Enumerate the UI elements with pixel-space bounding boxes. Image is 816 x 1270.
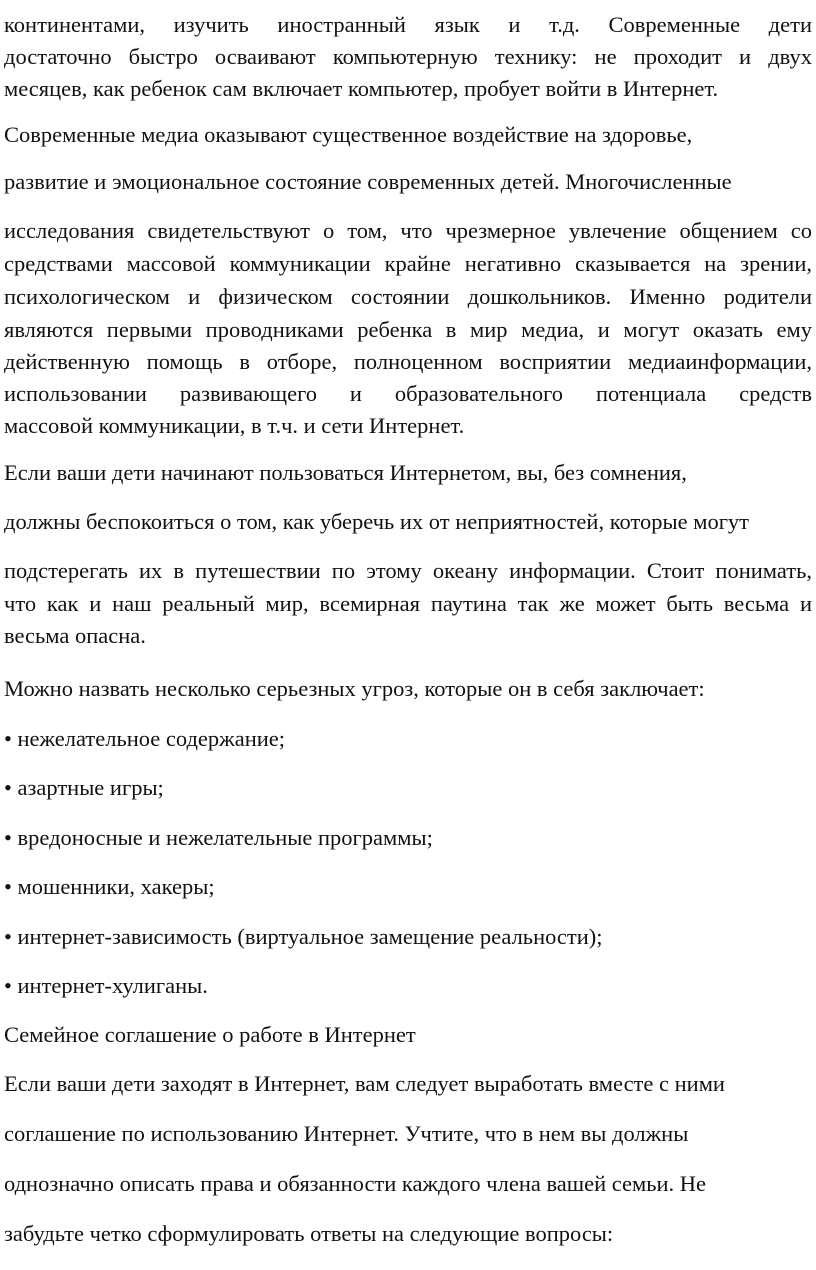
text-line-8: психологическом и физическом состоянии дошкольников. Именно родители	[4, 284, 812, 309]
text-line-18: Можно назвать несколько серьезных угроз, которые он в себя заключает:	[4, 676, 705, 701]
text-line-10: действенную помощь в отборе, полноценном восприятии медиаинформации,	[4, 349, 812, 374]
bullet-item-2: • азартные игры;	[4, 775, 164, 800]
bullet-item-3: • вредоносные и нежелательные программы;	[4, 825, 433, 850]
text-line-6: исследования свидетельствуют о том, что чрезмерное увлечение общением со	[4, 218, 812, 243]
text-line-9: являются первыми проводниками ребенка в мир медиа, и могут оказать ему	[4, 317, 812, 342]
text-line-16: что как и наш реальный мир, всемирная паутина так же может быть весьма и	[4, 591, 812, 616]
text-line-7: средствами массовой коммуникации крайне негативно сказывается на зрении,	[4, 251, 812, 276]
text-line-15: подстерегать их в путешествии по этому океану информации. Стоит понимать,	[4, 558, 812, 583]
text-line-17: весьма опасна.	[4, 623, 146, 648]
text-line-11: использовании развивающего и образовательного потенциала средств	[4, 381, 812, 406]
text-line-27: соглашение по использованию Интернет. Учтите, что в нем вы должны	[4, 1121, 689, 1146]
text-line-29: забудьте четко сформулировать ответы на следующие вопросы:	[4, 1221, 614, 1246]
text-line-1: континентами, изучить иностранный язык и т.д. Современные дети	[4, 12, 812, 37]
bullet-item-1: • нежелательное содержание;	[4, 726, 286, 751]
text-line-28: однозначно описать права и обязанности каждого члена вашей семьи. Не	[4, 1171, 707, 1196]
bullet-item-4: • мошенники, хакеры;	[4, 874, 215, 899]
bullet-item-6: • интернет-хулиганы.	[4, 973, 208, 998]
text-line-12: массовой коммуникации, в т.ч. и сети Интернет.	[4, 413, 465, 438]
text-line-3: месяцев, как ребенок сам включает компьютер, пробует войти в Интернет.	[4, 76, 719, 101]
text-line-14: должны беспокоиться о том, как уберечь их от неприятностей, которые могут	[4, 509, 750, 534]
text-line-4: Современные медиа оказывают существенное воздействие на здоровье,	[4, 122, 693, 147]
bullet-item-5: • интернет-зависимость (виртуальное замещение реальности);	[4, 924, 603, 949]
text-line-5: развитие и эмоциональное состояние современных детей. Многочисленные	[4, 169, 732, 194]
text-line-26: Если ваши дети заходят в Интернет, вам следует выработать вместе с ними	[4, 1071, 725, 1096]
section-heading: Семейное соглашение о работе в Интернет	[4, 1022, 416, 1047]
text-line-2: достаточно быстро осваивают компьютерную технику: не проходит и двух	[4, 44, 812, 69]
text-line-13: Если ваши дети начинают пользоваться Интернетом, вы, без сомнения,	[4, 460, 687, 485]
